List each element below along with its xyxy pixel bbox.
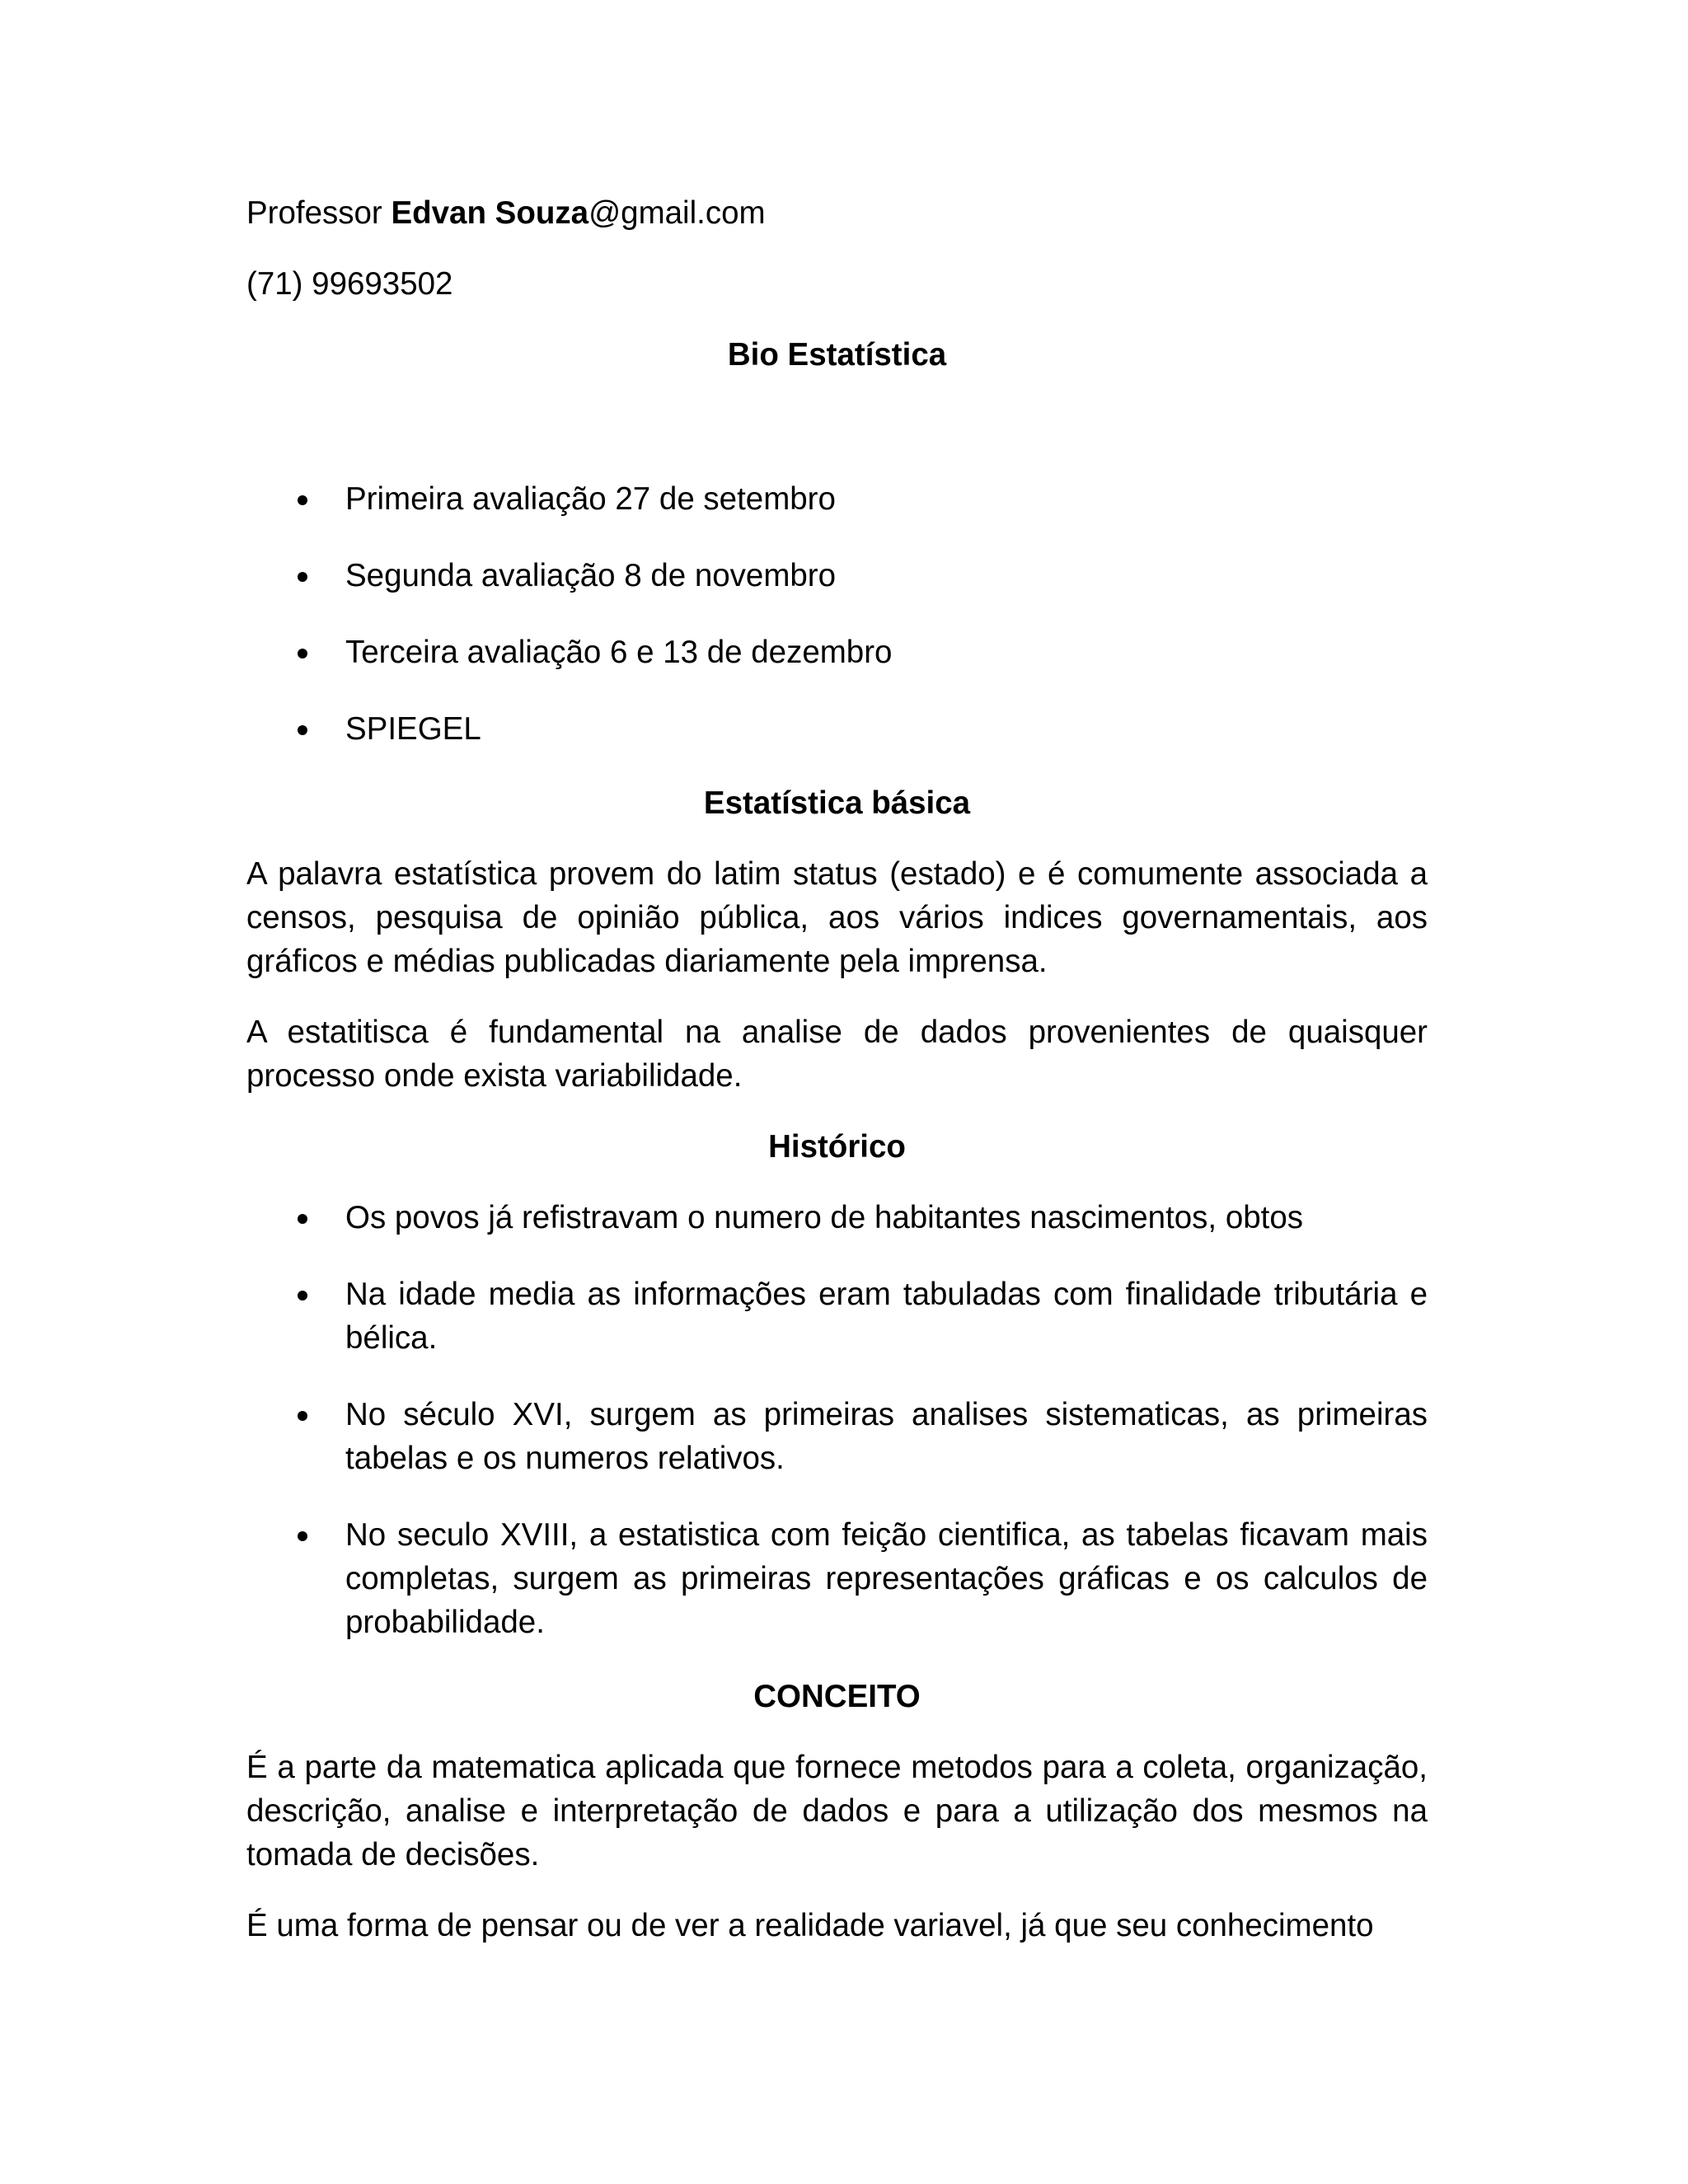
paragraph: É uma forma de pensar ou de ver a realidade variavel, já que seu conhecimento [246, 1908, 1374, 1943]
list-item: Terceira avaliação 6 e 13 de dezembro [246, 630, 1428, 674]
paragraph: A palavra estatística provem do latim status (estado) e é comumente associada a censos, pesquisa de opinião pública, aos vários indices governamentais, aos gráficos e médias publicadas diariamente pela imprensa. [246, 856, 1428, 979]
list-item: Os povos já refistravam o numero de habitantes nascimentos, obtos [246, 1196, 1428, 1240]
paragraph: A estatitisca é fundamental na analise de dados provenientes de quaisquer processo onde exista variabilidade. [246, 1015, 1428, 1094]
list-item: Na idade media as informações eram tabuladas com finalidade tributária e bélica. [246, 1272, 1428, 1360]
professor-prefix: Professor [246, 195, 392, 231]
section-heading-history: Histórico [768, 1129, 906, 1165]
bullet-icon [298, 495, 307, 505]
bullet-icon [298, 1531, 307, 1541]
list-item: Segunda avaliação 8 de novembro [246, 554, 1428, 598]
exam-schedule-list [246, 477, 1428, 751]
list-item: No seculo XVIII, a estatistica com feição cientifica, as tabelas ficavam mais completas, surgem as primeiras representações gráficas e os calculos de probabilidade. [246, 1513, 1428, 1644]
bullet-icon [298, 572, 307, 582]
professor-name: Edvan Souza [391, 195, 589, 231]
bullet-icon [298, 725, 307, 735]
document-page [246, 191, 1428, 1947]
bullet-icon [298, 649, 307, 658]
paragraph: É a parte da matematica aplicada que fornece metodos para a coleta, organização, descrição, analise e interpretação de dados e para a utilização dos mesmos na tomada de decisões. [246, 1750, 1428, 1872]
list-item: No século XVI, surgem as primeiras analises sistematicas, as primeiras tabelas e os numeros relativos. [246, 1393, 1428, 1480]
bullet-icon [298, 1411, 307, 1421]
list-item: Primeira avaliação 27 de setembro [246, 477, 1428, 521]
history-list [246, 1196, 1428, 1644]
professor-line [246, 191, 1428, 235]
section-heading-concept: CONCEITO [753, 1679, 921, 1714]
document-title: Bio Estatística [727, 337, 947, 373]
phone-number: (71) 99693502 [246, 266, 453, 302]
bullet-icon [298, 1291, 307, 1301]
list-item: SPIEGEL [246, 707, 1428, 751]
section-heading-basic-stats: Estatística básica [703, 785, 971, 821]
bullet-icon [298, 1214, 307, 1224]
email-domain: @gmail.com [588, 195, 766, 231]
